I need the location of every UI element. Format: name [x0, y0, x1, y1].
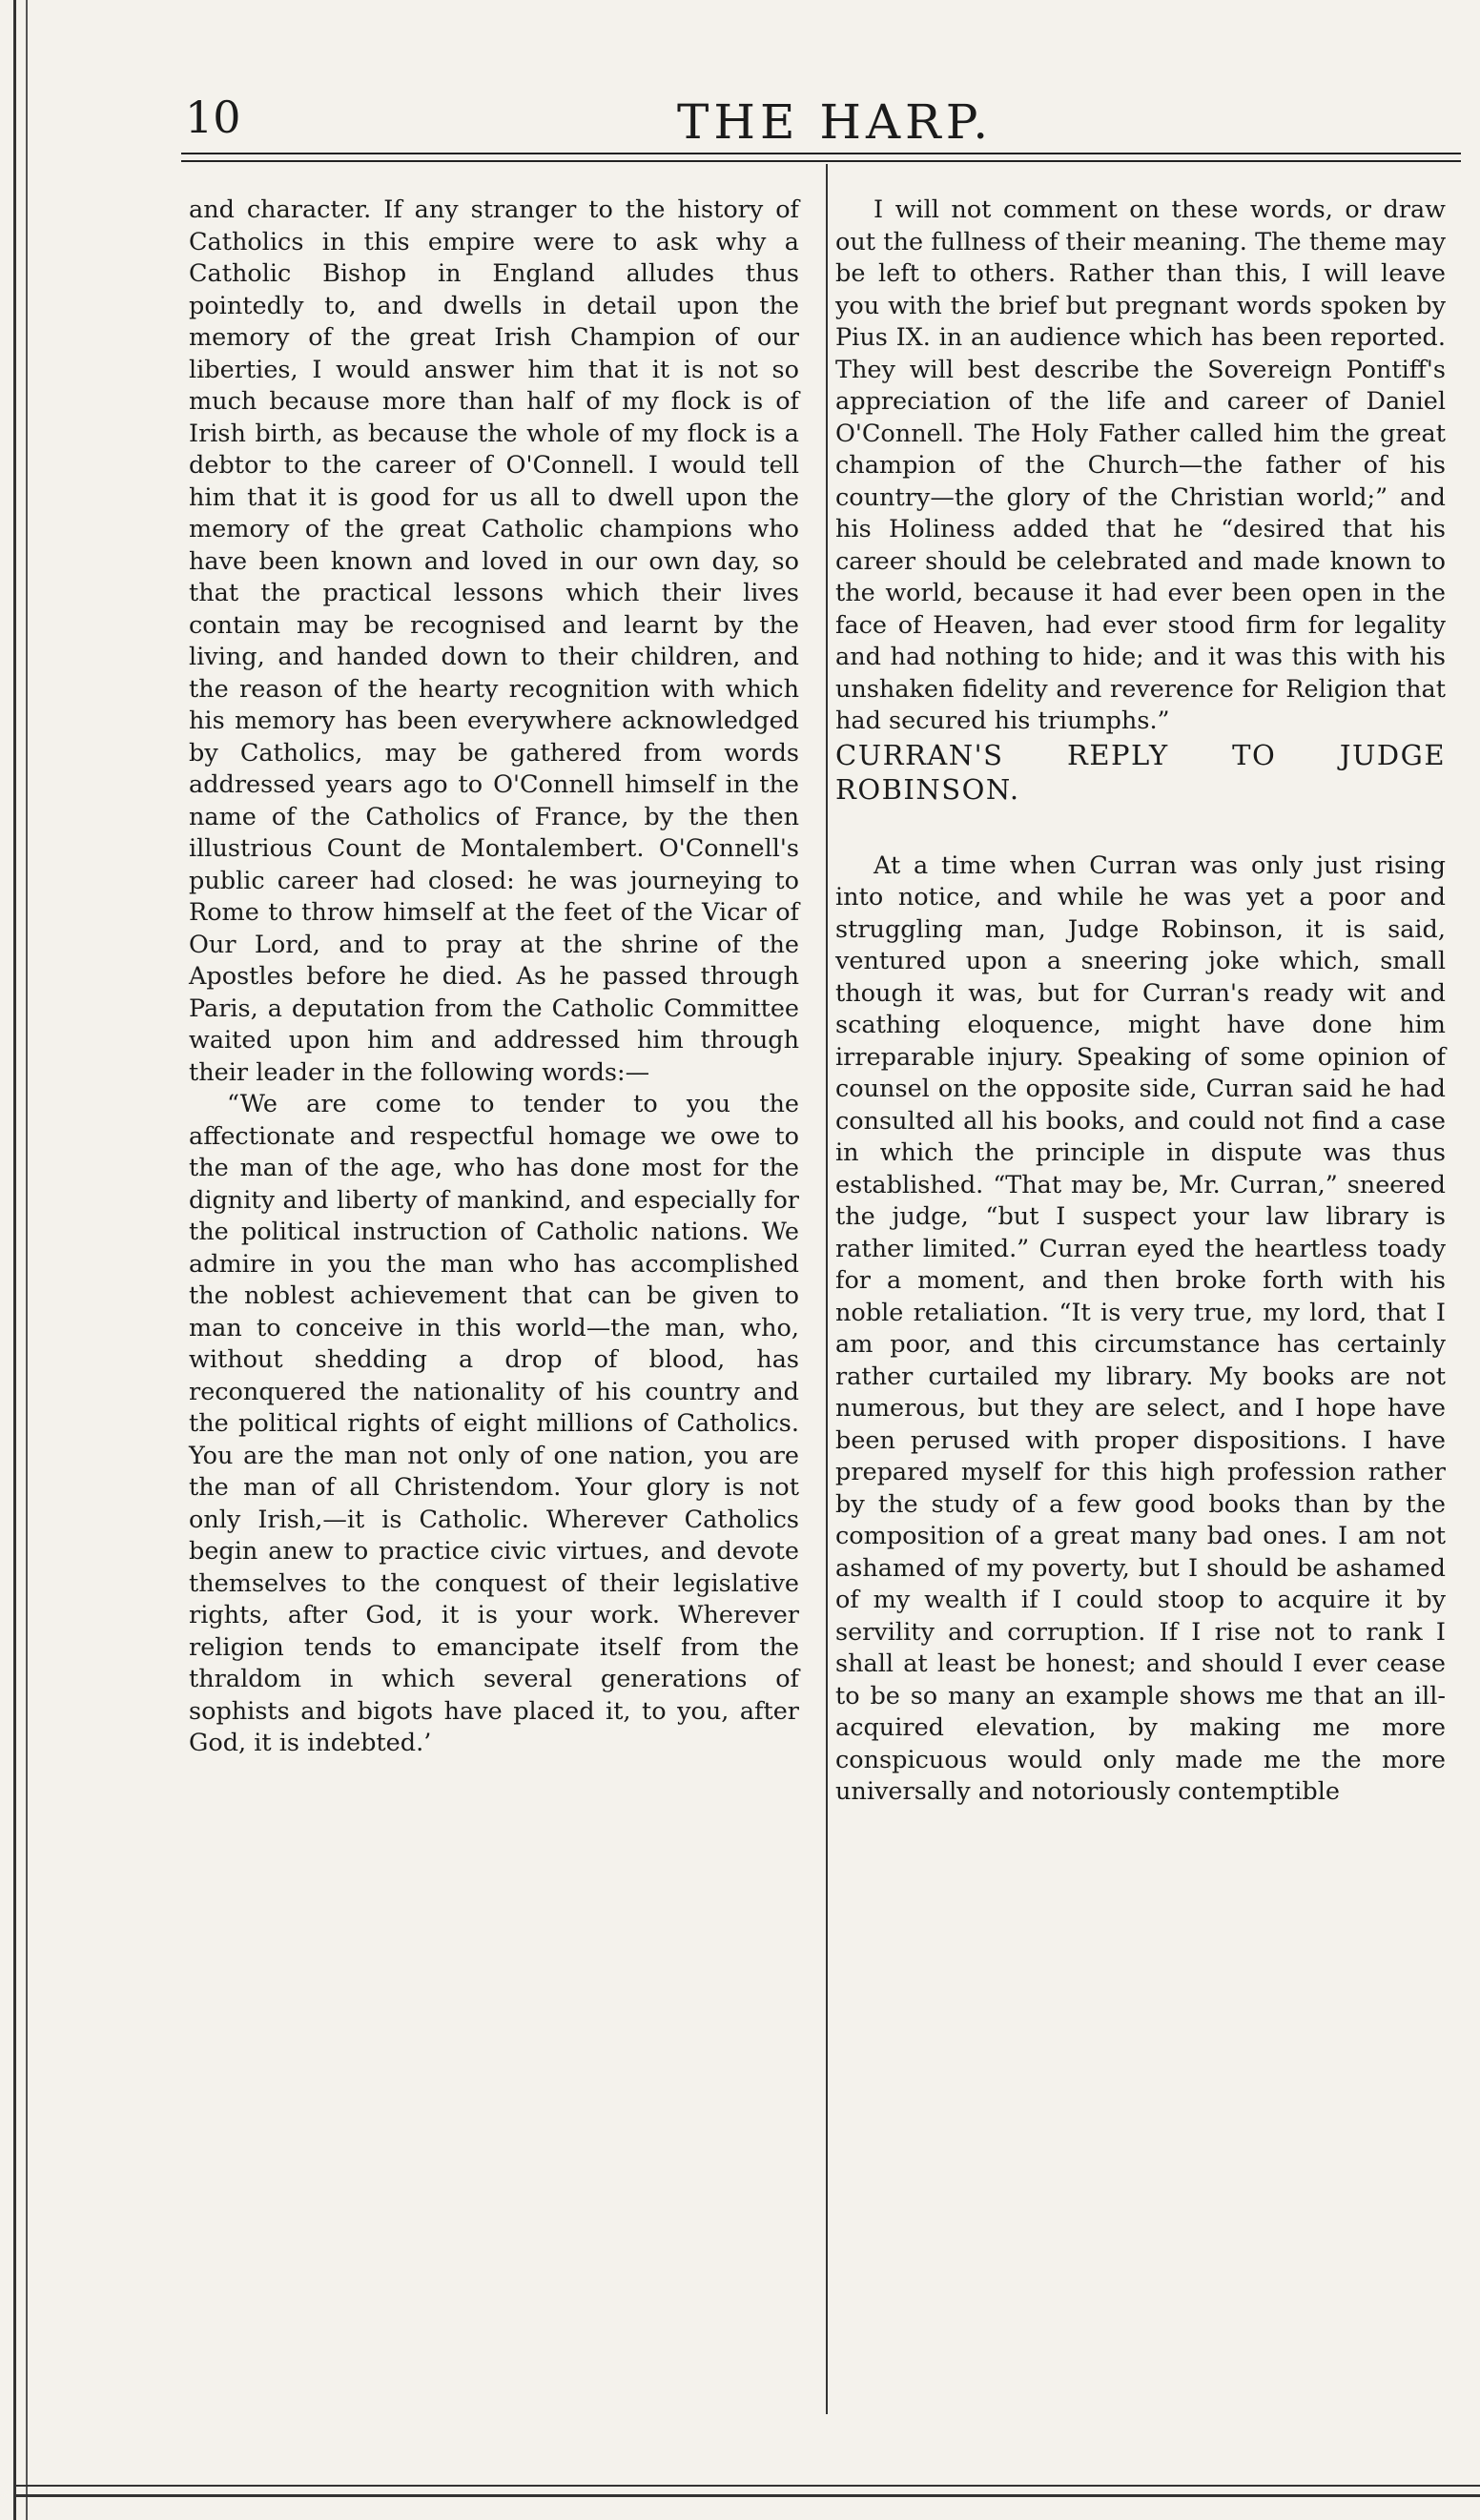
- page-bottom-border: [13, 2485, 1480, 2497]
- publication-title: THE HARP.: [677, 94, 994, 150]
- page-left-border: [13, 0, 28, 2520]
- right-paragraph-2: At a time when Curran was only just rising into notice, and while he was yet a poor and struggling man, Judge Robinson, it is said, ventured upon a sneering joke which, small though it was, but for Curran's ready wit and scathing eloquence, might have done him irreparable injury. Speaking of some opinion of counsel on the opposite side, Curran said he had consulted all his books, and could not find a case in which the principle in dispute was thus established. “That may be, Mr. Curran,” sneered the judge, “but I suspect your law library is rather limited.” Curran eyed the heartless toady for a moment, and then broke forth with his noble retaliation. “It is very true, my lord, that I am poor, and this circumstance has certainly rather curtailed my library. My books are not numerous, but they are select, and I hope have been perused with proper dispositions. I have prepared myself for this high profession rather by the study of a few good books than by the composition of a great many bad ones. I am not ashamed of my poverty, but I should be ashamed of my wealth if I could stoop to acquire it by servility and corruption. If I rise not to rank I shall at least be honest; and should I ever cease to be so many an example shows me that an ill-acquired elevation, by making me more conspicuous would only made me the more universally and notoriously contemptible: [835, 850, 1446, 1806]
- page-number: 10: [185, 92, 241, 143]
- right-column: [835, 195, 1446, 1809]
- left-paragraph-quote: “We are come to tender to you the affectionate and respectful homage we owe to the man of the age, who has done most for the dignity and liberty of mankind, and especially for the political instruction of Catholic nations. We admire in you the man who has accomplished the noblest achievement that can be given to man to conceive in this world—the man, who, without shedding a drop of blood, has reconquered the nationality of his country and the political rights of eight millions of Catholics. You are the man not only of one nation, you are the man of all Christendom. Your glory is not only Irish,—it is Catholic. Wherever Catholics begin anew to practice civic virtues, and devote themselves to the conquest of their legislative rights, after God, it is your work. Wherever religion tends to emancipate itself from the thraldom in which several generations of sophists and bigots have placed it, to you, after God, it is indebted.’: [189, 1090, 799, 1757]
- left-column: [189, 195, 799, 1760]
- right-paragraph-1: I will not comment on these words, or draw out the fullness of their meaning. The theme may be left to others. Rather than this, I will leave you with the brief but pregnant words spoken by Pius IX. in an audience which has been reported. They will best describe the Sovereign Pontiff's appreciation of the life and career of Daniel O'Connell. The Holy Father called him the great champion of the Church—the father of his country—the glory of the Christian world;” and his Holiness added that he “desired that his career should be celebrated and made known to the world, because it had ever been open in the face of Heaven, had ever stood firm for legality and had nothing to hide; and it was this with his unshaken fidelity and reverence for Religion that had secured his triumphs.”: [835, 195, 1446, 735]
- heading-spacer: [835, 807, 1446, 850]
- left-paragraph-1: and character. If any stranger to the history of Catholics in this empire were to ask why a Catholic Bishop in England alludes thus pointedly to, and dwells in detail upon the memory of the great Irish Champion of our liberties, I would answer him that it is not so much because more than half of my flock is of Irish birth, as because the whole of my flock is a debtor to the career of O'Connell. I would tell him that it is good for us all to dwell upon the memory of the great Catholic champions who have been known and loved in our own day, so that the practical lessons which their lives contain may be recognised and learnt by the living, and handed down to their children, and the reason of the hearty recognition with which his memory has been everywhere acknowledged by Catholics, may be gathered from words addressed years ago to O'Connell himself in the name of the Catholics of France, by the then illustrious Count de Montalembert. O'Connell's public career had closed: he was journeying to Rome to throw himself at the feet of the Vicar of Our Lord, and to pray at the shrine of the Apostles before he died. As he passed through Paris, a deputation from the Catholic Committee waited upon him and addressed him through their leader in the following words:—: [189, 195, 799, 1087]
- section-heading: CURRAN'S REPLY TO JUDGE ROBINSON.: [835, 738, 1446, 806]
- column-divider: [826, 164, 828, 2414]
- header-rule: [181, 153, 1461, 162]
